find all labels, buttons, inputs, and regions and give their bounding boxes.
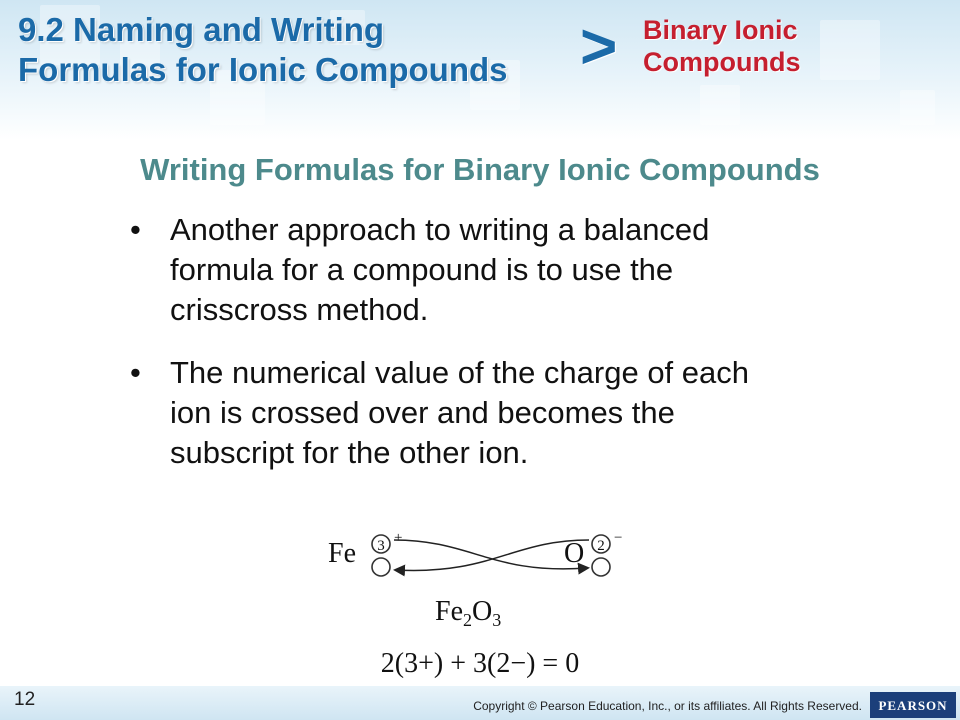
bullet-line: crisscross method. [170,292,429,327]
cation-charge-number: 3 [377,538,385,554]
cation-subscript-circle [372,558,390,576]
slide-heading: Writing Formulas for Binary Ionic Compounds [140,152,820,187]
bullet-icon: • [130,212,141,247]
formula-subscript-1: 2 [463,610,472,630]
bullet-item [128,210,873,330]
section-title-line2: Formulas for Ionic Compounds [18,51,508,88]
bullet-line: Another approach to writing a balanced [170,212,710,247]
bullet-item [128,353,873,473]
topic-title [643,14,800,78]
cation-symbol: Fe [328,538,356,569]
anion-symbol: O [564,538,585,569]
page-number: 12 [14,689,36,710]
bullet-list [128,210,873,496]
anion-charge-sign: − [614,530,623,546]
cation-charge-sign: + [394,530,403,546]
balance-equation: 2(3+) + 3(2−) = 0 [380,648,580,679]
crisscross-arrow-right [394,540,587,569]
pearson-logo-mark [870,692,956,718]
topic-title-line1: Binary Ionic [643,15,798,45]
topic-title-line2: Compounds [643,47,801,77]
anion-subscript-circle [592,558,610,576]
bullet-line: subscript for the other ion. [170,435,529,470]
crisscross-diagram [312,520,648,696]
formula-subscript-2: 3 [492,610,502,630]
section-title [18,10,508,90]
copyright-notice: Copyright © Pearson Education, Inc., or its affiliates. All Rights Reserved. [473,699,862,713]
formula-element-2: O [472,596,493,627]
section-title-line1: 9.2 Naming and Writing [18,11,385,48]
crisscross-figure [312,520,648,696]
pearson-logo-text: PEARSON [878,698,948,713]
formula-element-1: Fe [435,596,463,627]
bullet-icon: • [130,355,141,390]
bullet-line: The numerical value of the charge of each [170,355,750,390]
anion-charge-number: 2 [597,538,605,554]
pearson-logo [870,692,956,718]
crisscross-arrow-left [396,540,589,570]
bullet-line: ion is crossed over and becomes the [170,395,675,430]
chevron-right-icon: > [580,10,618,82]
formula [435,596,501,630]
bullet-line: formula for a compound is to use the [170,252,674,287]
